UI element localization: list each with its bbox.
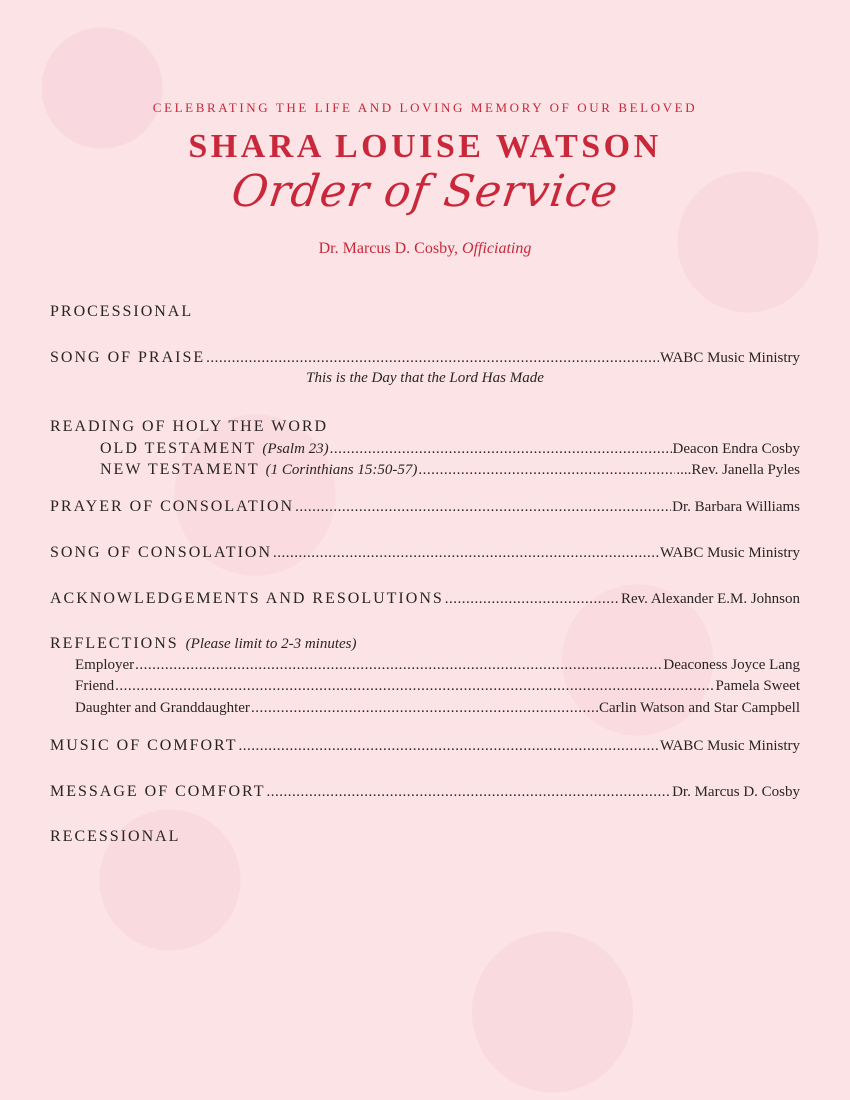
old-testament-label: OLD TESTAMENT [100,440,257,457]
song-of-praise-title: This is the Day that the Lord Has Made [306,370,544,386]
old-testament-row [100,440,800,458]
recessional-label: RECESSIONAL [50,828,181,845]
prayer-row [50,498,800,516]
reflections-label: REFLECTIONS [50,635,179,652]
deceased-name: SHARA LOUISE WATSON [188,128,662,165]
old-testament-ref: (Psalm 23) [262,441,329,457]
dot-leader [445,591,620,608]
music-of-comfort-performer: WABC Music Ministry [659,738,800,754]
song-of-consolation-label: SONG OF CONSOLATION [50,544,273,561]
dot-leader [273,545,659,562]
officiant-name: Dr. Marcus D. Cosby, [318,240,459,257]
song-of-consolation-row [50,544,800,562]
old-testament-reader: Deacon Endra Cosby [672,441,800,457]
reading-label: READING OF HOLY THE WORD [50,418,329,435]
reflection-role: Friend [75,678,115,694]
new-testament-ref: (1 Corinthians 15:50-57) [265,462,418,478]
song-of-consolation-performer: WABC Music Ministry [659,545,800,561]
page-title: Order of Service [228,166,622,217]
reflection-item [75,657,800,674]
acknowledgements-label: ACKNOWLEDGEMENTS AND RESOLUTIONS [50,590,444,607]
dot-leader [135,657,662,674]
officiant-role: Officiating [462,240,532,257]
message-of-comfort-label: MESSAGE OF COMFORT [50,783,266,800]
dot-leader [418,462,675,479]
song-of-praise-row [50,349,800,367]
dot-leader [330,441,672,458]
processional-row [50,303,800,321]
prayer-label: PRAYER OF CONSOLATION [50,498,295,515]
message-of-comfort-row [50,783,800,801]
music-of-comfort-label: MUSIC OF COMFORT [50,737,238,754]
new-testament-reader: ....Rev. Janella Pyles [676,462,800,478]
reflection-speaker: Deaconess Joyce Lang [663,657,800,673]
new-testament-row [100,461,800,479]
acknowledgements-reader: Rev. Alexander E.M. Johnson [620,591,800,607]
message-of-comfort-speaker: Dr. Marcus D. Cosby [672,784,800,800]
reflection-role: Employer [75,657,135,673]
dot-leader [295,499,671,516]
music-of-comfort-row [50,737,800,755]
officiant [0,240,850,258]
song-of-praise-performer: WABC Music Ministry [659,350,800,366]
eyebrow-text: CELEBRATING THE LIFE AND LOVING MEMORY OF OUR BELOVED [152,100,698,115]
reflection-item [75,700,800,717]
reflection-speaker: Carlin Watson and Star Campbell [599,700,800,716]
processional-label: PROCESSIONAL [50,303,194,320]
reflection-speaker: Pamela Sweet [715,678,800,694]
dot-leader [115,678,714,695]
prayer-leader: Dr. Barbara Williams [672,499,800,515]
recessional-row [50,828,800,846]
reflection-item [75,678,800,695]
new-testament-label: NEW TESTAMENT [100,461,260,478]
dot-leader [206,350,659,367]
dot-leader [251,700,598,717]
dot-leader [267,784,672,801]
reflections-row [50,635,800,653]
reflections-note: (Please limit to 2-3 minutes) [185,636,357,652]
reflection-role: Daughter and Granddaughter [75,700,250,716]
song-of-praise-label: SONG OF PRAISE [50,349,206,366]
acknowledgements-row [50,590,800,608]
dot-leader [239,738,659,755]
reading-row [50,418,800,436]
